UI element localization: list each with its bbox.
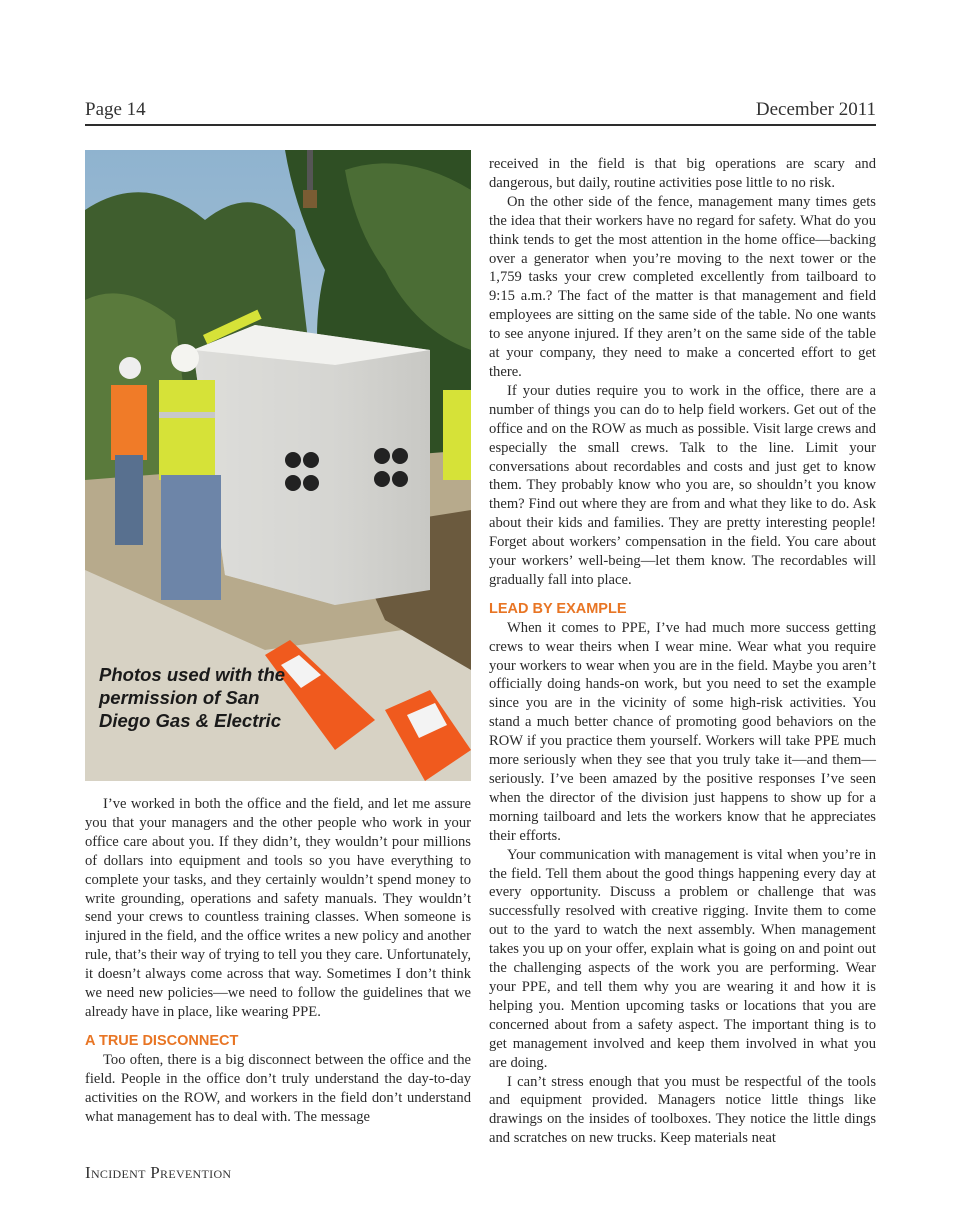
section-heading-lead-by-example: LEAD BY EXAMPLE bbox=[489, 600, 627, 617]
right-paragraph-3: If your duties require you to work in the office, there are a number of things you can do to help field workers. Get out of the office and on the ROW as much as possible. Visit large crews and especially the small crews. Talk to the line. Limit your conversations about recordables and costs and just get to know them. They probably know who you are, so shouldn’t you know them? Find out where they are from and what they like to do. Ask about their kids and families. They are pretty interesting people! Forget about workers’ compensation in the field. You care about your workers’ well-being—let them know. The recordables will gradually fall into place. bbox=[489, 382, 876, 588]
photo-caption: Photos used with the permission of San Diego Gas & Electric bbox=[99, 664, 286, 731]
right-paragraph-5: Your communication with management is vital when you’re in the field. Tell them about the good things happening every day at every opportunity. Discuss a problem or challenge that was successfully resolved with creative rigging. Invite them to come out to the yard to watch the next assembly. When management takes you up on your offer, explain what is going on and point out the challenging aspects of the work you are performing. Wear your PPE, and tell them why you are wearing it and how it is helping you. Mention upcoming tasks or locations that you are concerned about from a safety aspect. The important thing is to get management involved and keep them involved in what you are doing. bbox=[489, 846, 876, 1071]
left-paragraph-2: Too often, there is a big disconnect between the office and the field. People in the office don’t truly understand the day-to-day activities on the ROW, and workers in the field don’t understand what management has to deal with. The message bbox=[85, 1051, 471, 1125]
right-paragraph-2: On the other side of the fence, management many times gets the idea that their workers have no regard for safety. What do you think tends to get the most attention in the home office—backing over a generator when you’re moving to the next tower or the 1,759 tasks your crew completed excellently from tailboard to 9:15 a.m.? The fact of the matter is that management and field employees are sitting on the same side of the table. No one wants to see anyone injured. If they aren’t on the same side of the table at your company, they need to make a concerted effort to get there. bbox=[489, 193, 876, 380]
right-paragraph-1: received in the field is that big operations are scary and dangerous, but daily, routine activities pose little to no risk. bbox=[489, 156, 876, 191]
right-paragraph-6: I can’t stress enough that you must be respectful of the tools and equipment provided. Managers notice little things like drawings on the insides of toolboxes. They notice the little dings and scratches on new trucks. Keep materials neat bbox=[489, 1073, 876, 1147]
section-heading-true-disconnect: A TRUE DISCONNECT bbox=[85, 1032, 239, 1049]
left-column bbox=[85, 795, 471, 1126]
right-column bbox=[489, 155, 876, 1148]
page-header bbox=[85, 99, 876, 123]
header-rule bbox=[85, 124, 876, 126]
publication-footer: Incident Prevention bbox=[85, 1163, 232, 1182]
page-number: Page 14 bbox=[85, 99, 146, 120]
issue-date: December 2011 bbox=[755, 99, 876, 120]
right-paragraph-4: When it comes to PPE, I’ve had much more success getting crews to wear theirs when I wear mine. Wear what you require your workers to wear when you are in the field. Maybe you aren’t officially doing hands-on work, but you need to set the example since you are in the vicinity of some high-risk activities. You stand a much better chance of promoting good behaviors on the ROW if you practice them yourself. Workers will take PPE much more seriously when they see that you truly take it—and them—seriously. I’ve been amazed by the positive responses I’ve seen when the director of the division just happens to show up for a morning tailboard and lets the workers know that he appreciates their efforts. bbox=[489, 619, 876, 844]
left-paragraph-1: I’ve worked in both the office and the field, and let me assure you that your managers and the other people who work in your office care about you. If they didn’t, they wouldn’t pour millions of dollars into equipment and tools so you have everything to complete your tasks, and they certainly wouldn’t spend money to write grounding, operations and safety manuals. They wouldn’t send your crews to countless training classes. When someone is injured in the field, and the office writes a new policy and another rule, that’s their way of trying to tell you they care. Unfortunately, it doesn’t always come across that way. Sometimes I don’t think we need new policies—we need to follow the guidelines that we already have in place, like wearing PPE. bbox=[85, 796, 471, 1020]
